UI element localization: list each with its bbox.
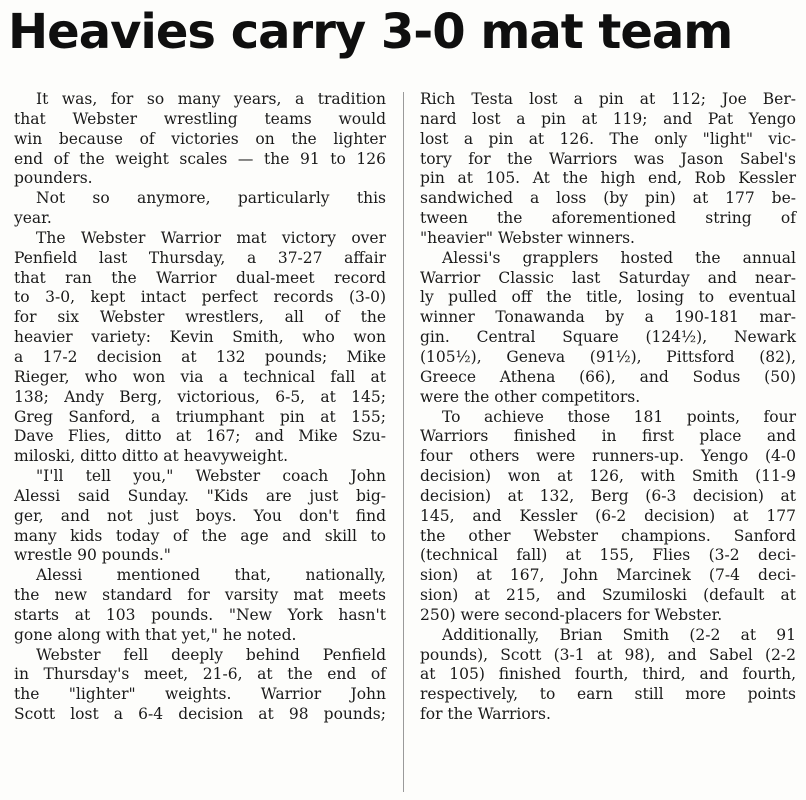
article-text-line: (technical fall) at 155, Flies (3-2 deci- — [420, 546, 796, 565]
article-text-line: were the other competitors. — [420, 387, 641, 406]
article-text-line: It was, for so many years, a tradition — [36, 90, 386, 108]
article-text-line: 250) were second-placers for Webster. — [420, 605, 723, 624]
article-text-line: Dave Flies, ditto at 167; and Mike Szu- — [14, 427, 386, 446]
column-divider — [403, 92, 404, 792]
article-text-line: tory for the Warriors was Jason Sabel's — [420, 149, 796, 168]
article-text-line: gin. Central Square (124½), Newark — [420, 328, 796, 347]
article-text-line: that ran the Warrior dual-meet record — [14, 268, 386, 287]
article-text-line: for six Webster wrestlers, all of the — [14, 308, 386, 327]
article-text-line: ly pulled off the title, losing to eventual — [420, 288, 796, 307]
article-text-line: sandwiched a loss (by pin) at 177 be- — [420, 189, 796, 208]
article-text-line: to 3-0, kept intact perfect records (3-0) — [14, 288, 386, 307]
article-text-line: for the Warriors. — [420, 705, 551, 724]
article-text-line: gone along with that yet," he noted. — [14, 625, 297, 644]
article-text-line: sion) at 167, John Marcinek (7-4 deci- — [420, 566, 796, 585]
article-text-line: Alessi said Sunday. "Kids are just big- — [14, 486, 386, 505]
article-text-line: at 105) finished fourth, third, and fourth, — [420, 665, 796, 684]
article-text-line: To achieve those 181 points, four — [442, 407, 796, 426]
article-text-line: sion) at 215, and Szumiloski (default at — [420, 586, 796, 605]
article-text-line: the other Webster champions. Sanford — [420, 526, 796, 545]
article-text-line: heavier variety: Kevin Smith, who won — [14, 328, 386, 347]
article-text-line: the "lighter" weights. Warrior John — [14, 685, 386, 704]
article-text-line: Greg Sanford, a triumphant pin at 155; — [14, 407, 386, 426]
article-text-line: 138; Andy Berg, victorious, 6-5, at 145; — [14, 387, 386, 406]
article-text-line: Alessi mentioned that, nationally, — [36, 566, 386, 585]
article-text-line: Warriors finished in first place and — [420, 427, 796, 446]
article-text-line: 145, and Kessler (6-2 decision) at 177 — [420, 506, 796, 525]
article-text-line: Scott lost a 6-4 decision at 98 pounds; — [14, 705, 386, 724]
article-text-line: Rieger, who won via a technical fall at — [14, 367, 386, 386]
article-column-right — [420, 90, 796, 725]
article-text-line: respectively, to earn still more points — [420, 685, 796, 704]
article-text-line: decision) at 132, Berg (6-3 decision) at — [420, 486, 796, 505]
article-text-line: decision) won at 126, with Smith (11-9 — [420, 467, 796, 486]
article-text-line: Additionally, Brian Smith (2-2 at 91 — [442, 625, 796, 644]
article-text-line: Not so anymore, particularly this — [36, 189, 386, 208]
article-text-line: Warrior Classic last Saturday and near- — [420, 268, 796, 287]
article-text-line: winner Tonawanda by a 190-181 mar- — [420, 308, 796, 327]
article-text-line: wrestle 90 pounds." — [14, 546, 171, 565]
article-text-line: "heavier" Webster winners. — [420, 228, 635, 247]
article-text-line: that Webster wrestling teams would — [14, 109, 386, 128]
article-text-line: Greece Athena (66), and Sodus (50) — [420, 367, 796, 386]
article-text-line: a 17-2 decision at 132 pounds; Mike — [14, 347, 386, 366]
article-text-line: pounds), Scott (3-1 at 98), and Sabel (2-2 — [420, 645, 796, 664]
article-text-line: many kids today of the age and skill to — [14, 526, 386, 545]
article-text-line: The Webster Warrior mat victory over — [36, 228, 386, 247]
article-text-line: year. — [14, 209, 52, 228]
article-text-line: in Thursday's meet, 21-6, at the end of — [14, 665, 386, 684]
article-text-line: miloski, ditto ditto at heavyweight. — [14, 447, 289, 466]
article-text-line: ger, and not just boys. You don't find — [14, 506, 386, 525]
article-text-line: nard lost a pin at 119; and Pat Yengo — [420, 109, 796, 128]
article-text-line: pin at 105. At the high end, Rob Kessler — [420, 169, 796, 188]
article-text-line: Webster fell deeply behind Penfield — [36, 645, 386, 664]
article-text-line: four others were runners-up. Yengo (4-0 — [420, 447, 796, 466]
article-text-line: Penfield last Thursday, a 37-27 affair — [14, 248, 386, 267]
article-text-line: starts at 103 pounds. "New York hasn't — [14, 605, 386, 624]
article-text-line: end of the weight scales — the 91 to 126 — [14, 149, 386, 168]
article-text-line: win because of victories on the lighter — [14, 129, 386, 148]
article-text-line: (105½), Geneva (91½), Pittsford (82), — [420, 347, 796, 366]
article-text-line: "I'll tell you," Webster coach John — [36, 467, 386, 486]
article-text-line: pounders. — [14, 169, 93, 188]
article-text-line: Alessi's grapplers hosted the annual — [442, 248, 796, 267]
headline: Heavies carry 3-0 mat team — [8, 4, 733, 60]
article-text-line: Rich Testa lost a pin at 112; Joe Ber- — [420, 90, 796, 108]
article-text-line: the new standard for varsity mat meets — [14, 586, 386, 605]
article-text-line: lost a pin at 126. The only "light" vic- — [420, 129, 796, 148]
article-column-left — [14, 90, 386, 725]
article-text-line: tween the aforementioned string of — [420, 209, 796, 228]
